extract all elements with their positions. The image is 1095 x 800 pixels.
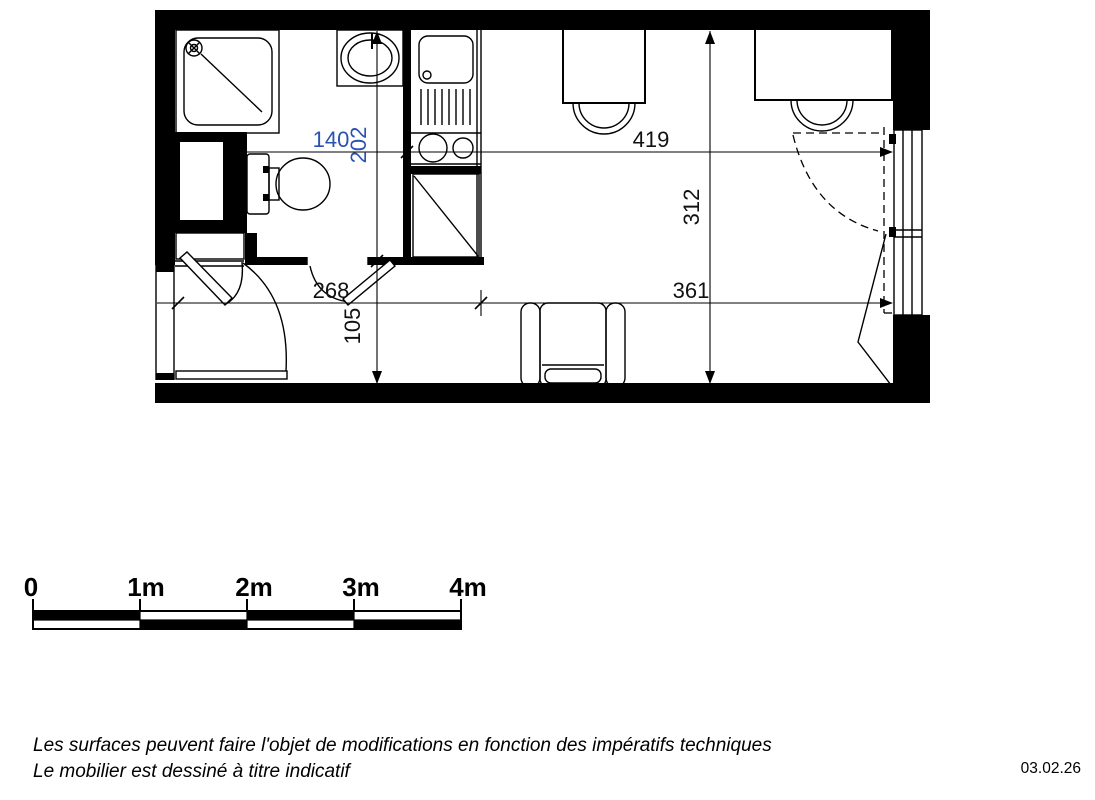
french-window: [889, 130, 922, 315]
dim-label-bathroom-width: 140: [312, 127, 350, 152]
scale-label-2m: 2m: [235, 572, 273, 602]
desk-chair: [791, 100, 853, 131]
dim-label-entry-width: 268: [312, 278, 350, 303]
toilet: [247, 154, 330, 214]
scale-bar: [24, 572, 487, 629]
walls: [155, 10, 930, 403]
cooktop-two-burners: [411, 133, 481, 164]
dim-label-room-width: 419: [632, 127, 670, 152]
disclaimer-notes: [33, 733, 772, 785]
fridge-cabinet: [411, 166, 481, 257]
drainer: [421, 89, 470, 125]
dim-label-room-depth: 312: [679, 188, 704, 226]
desk: [563, 29, 645, 103]
scale-label-3m: 3m: [342, 572, 380, 602]
scale-label-0: 0: [23, 572, 39, 602]
plan-date: 03.02.26: [1020, 760, 1081, 777]
dim-label-entry-depth: 105: [340, 307, 365, 345]
kitchenette: [411, 30, 481, 257]
kitchenette-sink: [419, 36, 473, 83]
window-opening-swing: [793, 127, 893, 385]
dimension-lines: [157, 31, 893, 384]
scale-label-4m: 4m: [449, 572, 487, 602]
disclaimer-line-2: Le mobilier est dessiné à titre indicatif: [33, 761, 350, 782]
shower-tray: [176, 30, 279, 133]
disclaimer-line-1: Les surfaces peuvent faire l'objet de modifications en fonction des impératifs techniques: [33, 735, 772, 756]
washbasin: [337, 30, 403, 86]
dim-label-bathroom-depth: 202: [346, 126, 371, 164]
desk: [755, 29, 892, 100]
armchair: [521, 303, 625, 387]
desk-chair: [573, 103, 635, 134]
scale-label-1m: 1m: [127, 572, 165, 602]
entry-door: [156, 252, 287, 380]
dim-label-living-width: 361: [672, 278, 710, 303]
